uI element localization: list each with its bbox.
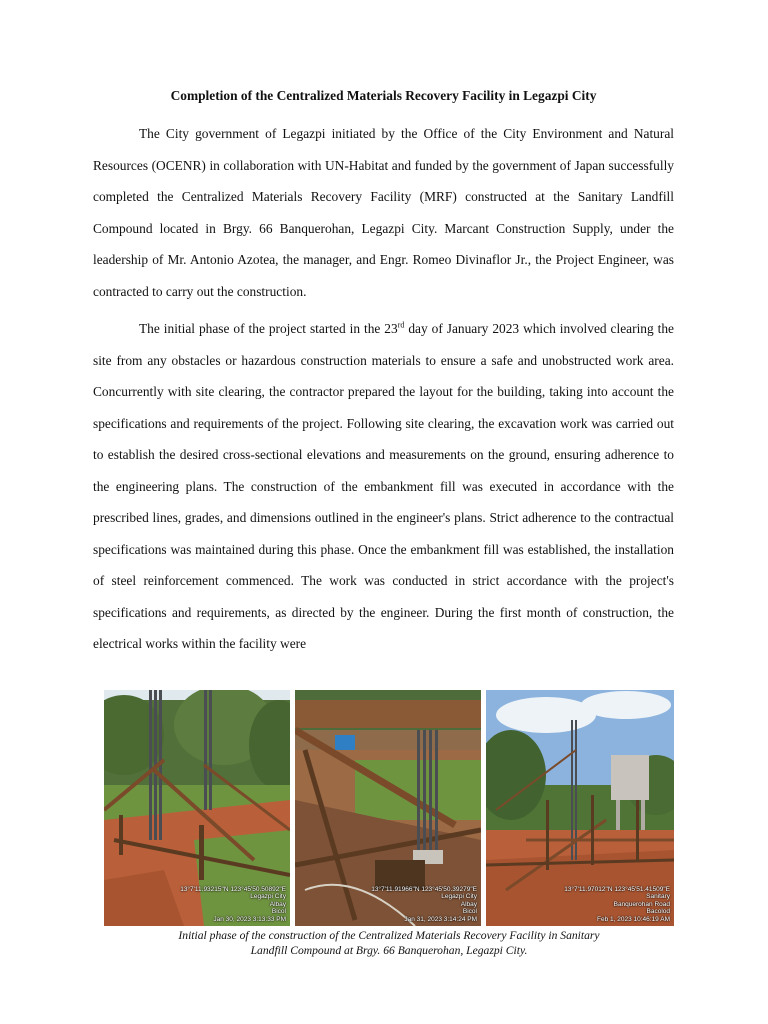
photo-2-region: Bicol xyxy=(462,908,477,915)
photo-3-location-2: Banquerohan Road xyxy=(613,900,670,908)
construction-photo-1 xyxy=(104,690,290,926)
document-title: Completion of the Centralized Materials Recovery Facility in Legazpi City xyxy=(170,88,597,103)
photo-3-timestamp: Feb 1, 2023 10:46:19 AM xyxy=(597,915,670,923)
figure-caption xyxy=(104,929,674,958)
construction-photo-2 xyxy=(295,690,481,926)
photo-1-timestamp: Jan 30, 2023 3:13:33 PM xyxy=(213,915,286,923)
photo-2-city: Legazpi City xyxy=(441,893,477,900)
photo-1-city: Legazpi City xyxy=(250,893,286,900)
photo-2-geotag xyxy=(371,886,477,924)
paragraph-1: The City government of Legazpi initiated by the Office of the City Environment and Natural Resources (OCENR) in collaboration with UN-Habitat and funded by the government of Japan successfully completed the Centralized Materials Recovery Facility (MRF) constructed at the Sanitary Landfill Compound located in Brgy. 66 Banquerohan, Legazpi City. Marcant Construction Supply, under the leadership of Mr. Antonio Azotea, the manager, and Engr. Romeo Divinaflor Jr., the Project Engineer, was contracted to carry out the construction. xyxy=(93,126,674,299)
photo-3-location-3: Bacolod xyxy=(646,908,670,915)
photo-1-coordinates: 13°7'11.93215"N 123°45'50.50892"E xyxy=(180,885,286,893)
photo-3-coordinates: 13°7'11.97012"N 123°45'51.41509"E xyxy=(564,885,670,893)
photo-1-region: Bicol xyxy=(271,908,286,915)
photo-1-geotag xyxy=(180,886,286,924)
paragraph-2 xyxy=(93,313,674,660)
photo-2-coordinates: 13°7'11.91966"N 123°45'50.39279"E xyxy=(371,885,477,893)
caption-line-1: Initial phase of the construction of the Centralized Materials Recovery Facility in Sanitary xyxy=(178,929,600,942)
photo-2-timestamp: Jan 31, 2023 3:14:24 PM xyxy=(404,915,477,923)
ordinal-suffix: rd xyxy=(397,320,405,330)
photo-2-province: Albay xyxy=(460,900,477,908)
construction-photo-3 xyxy=(486,690,674,926)
photo-3-geotag xyxy=(564,886,670,924)
photo-3-location-1: Sanitary xyxy=(646,893,670,900)
paragraph-2-text-a: The initial phase of the project started in the 23 xyxy=(139,321,398,336)
photo-1-province: Albay xyxy=(269,900,286,908)
caption-line-2: Landfill Compound at Brgy. 66 Banquerohan, Legazpi City. xyxy=(250,943,528,957)
paragraph-2-text-b: day of January 2023 which involved clearing the site from any obstacles or hazardous construction materials to ensure a safe and unobstructed work area. Concurrently with site clearing, the contractor prepared the layout for the building, taking into account the specifications and requirements of the project. Following site clearing, the excavation work was carried out to establish the desired cross-sectional elevations and measurements on the ground, ensuring adherence to the engineering plans. The construction of the embankment fill was executed in accordance with the prescribed lines, grades, and dimensions outlined in the engineer's plans. Strict adherence to the contractual specifications was maintained during this phase. Once the embankment fill was established, the installation of steel reinforcement commenced. The work was conducted in strict accordance with the project's specifications and requirements, as directed by the engineer. During the first month of construction, the electrical works within the facility were xyxy=(93,321,674,651)
